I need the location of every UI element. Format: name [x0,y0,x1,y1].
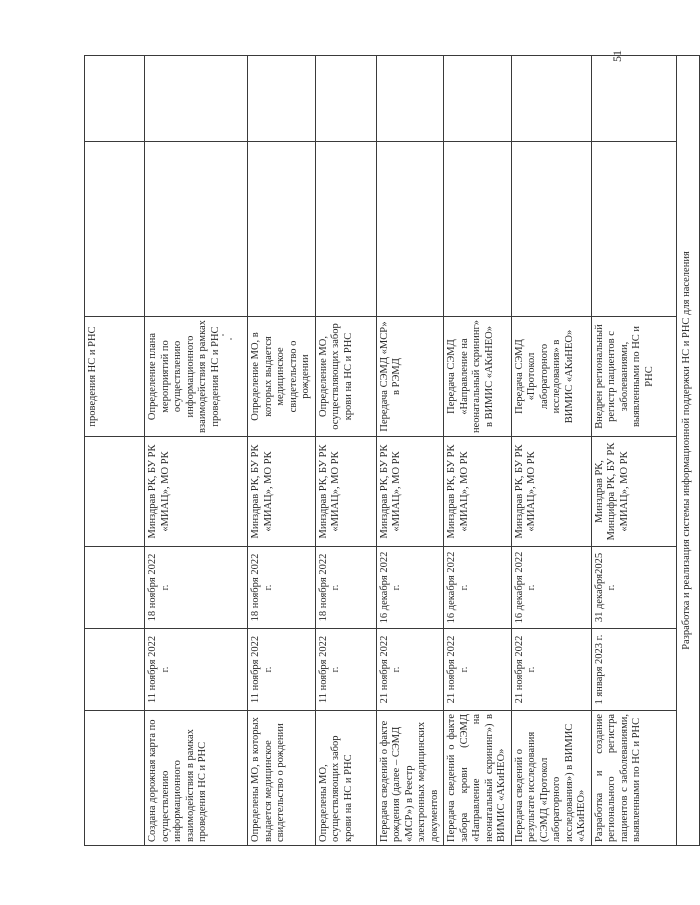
responsible-cell: Минздрав РК, БУ РК «МИАЦ», МО РК [145,437,248,547]
end-date-cell: 16 декабря 2022 г. [511,547,591,629]
empty-cell [85,142,145,317]
result-cell: Внедрен региональный регистр пациентов с заболеваниями, выявленными по НС и РНС [591,317,676,437]
start-date-cell: 21 ноября 2022 г. [511,629,591,711]
empty-cell [591,142,676,317]
responsible-cell: Минздрав РК, БУ РК «МИАЦ», МО РК [248,437,316,547]
task-cell: Передача сведений о факте рождения (далее – СЭМД «МСР») в Реестр электронных медицинских документов [376,711,444,846]
empty-cell [315,56,376,142]
end-date-cell: 18 ноября 2022 г. [145,547,248,629]
start-date-cell: 1 января 2023 г. [591,629,676,711]
result-cell: Передача СЭМД «Направление на неонатальный скрининг» в ВИМИС «АКиНЕО» [444,317,512,437]
table-row [315,56,376,846]
task-cell: Определены МО, в которых выдается медицинское свидетельство о рождении [248,711,316,846]
empty-cell [145,142,248,317]
empty-cell [511,142,591,317]
end-date-cell: 16 декабря 2022 г. [444,547,512,629]
start-date-cell: 11 ноября 2022 г. [145,629,248,711]
end-date-cell: 18 ноября 2022 г. [248,547,316,629]
table-row [511,56,591,846]
table-row [145,56,248,846]
task-cell: Разработка и создание регионального регистра пациентов с заболеваниями, выявленными по НС и РНС [591,711,676,846]
empty-cell [591,56,676,142]
start-date-cell [85,629,145,711]
end-date-cell: 18 ноября 2022 г. [315,547,376,629]
result-cell: Определение МО, осуществляющих забор крови на НС и РНС [315,317,376,437]
table-row [248,56,316,846]
responsible-cell: Минздрав РК, БУ РК «МИАЦ», МО РК [511,437,591,547]
table-row [85,56,145,846]
start-date-cell: 21 ноября 2022 г. [444,629,512,711]
empty-cell [145,56,248,142]
result-cell: проведения НС и РНС [85,317,145,437]
empty-cell [248,142,316,317]
empty-cell [376,56,444,142]
result-cell: Передача СЭМД «МСР» в РЭМД [376,317,444,437]
task-cell: Передача сведений о результате исследования (СЭМД «Протокол лабораторного исследования») в ВИМИС «АКиНЕО» [511,711,591,846]
responsible-cell [85,437,145,547]
table-row [591,56,676,846]
empty-cell [248,56,316,142]
table-row [444,56,512,846]
plan-table [84,55,700,846]
responsible-cell: Минздрав РК, БУ РК «МИАЦ», МО РК [376,437,444,547]
result-cell: Передача СЭМД «Протокол лабораторного исследования» в ВИМИС «АКиНЕО» [511,317,591,437]
empty-cell [315,142,376,317]
result-cell: Определение плана мероприятий по осуществлению информационного взаимодействия в рамках проведения НС и РНС [145,317,248,437]
responsible-cell: Минздрав РК, БУ РК «МИАЦ», МО РК [444,437,512,547]
responsible-cell: Минздрав РК, БУ РК «МИАЦ», МО РК [315,437,376,547]
section-heading: Разработка и реализация системы информационной поддержки НС и РНС для населения [676,56,699,846]
start-date-cell: 21 ноября 2022 г. [376,629,444,711]
task-cell: Создана дорожная карта по осуществлению информационного взаимодействия в рамках проведения НС и РНС [145,711,248,846]
task-cell: Передача сведений о факте забора крови (СЭМД «Направление на неонатальный скрининг») в ВИМИС «АКиНЕО» [444,711,512,846]
table-row [376,56,444,846]
end-date-cell: 31 декабря2025 г. [591,547,676,629]
empty-cell [85,56,145,142]
empty-cell [444,56,512,142]
empty-cell [376,142,444,317]
empty-cell [511,56,591,142]
end-date-cell: 16 декабря 2022 г. [376,547,444,629]
end-date-cell [85,547,145,629]
start-date-cell: 11 ноября 2022 г. [315,629,376,711]
responsible-cell: Минздрав РК, Минцифра РК, БУ РК «МИАЦ», МО РК [591,437,676,547]
empty-cell [444,142,512,317]
task-cell: Определены МО, осуществляющих забор крови на НС и РНС [315,711,376,846]
start-date-cell: 11 ноября 2022 г. [248,629,316,711]
page-number: 51 [610,50,624,62]
result-cell: Определение МО, в которых выдается медицинское свидетельство о рождении [248,317,316,437]
section-row [676,56,699,846]
task-cell [85,711,145,846]
